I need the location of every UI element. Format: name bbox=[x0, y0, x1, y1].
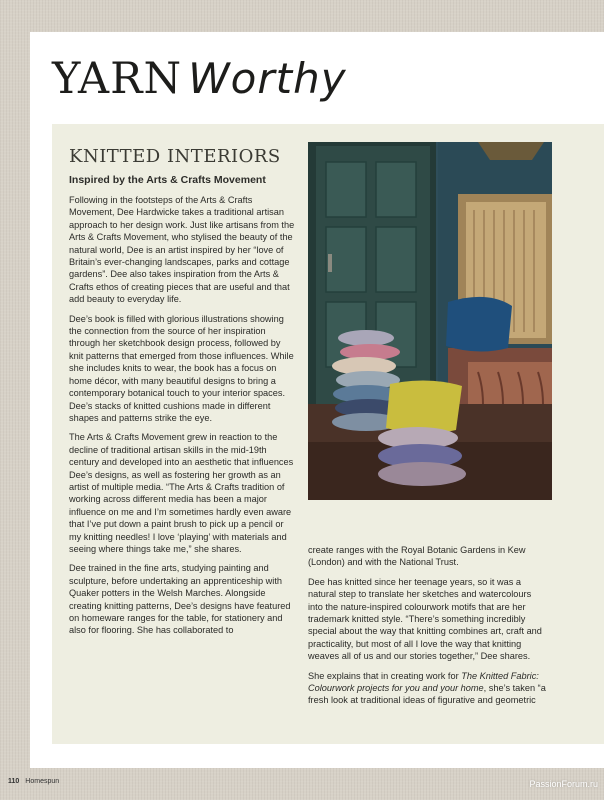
section-title-worthy: Worthy bbox=[188, 54, 347, 103]
paragraph: Dee has knitted since her teenage years, so it was a natural step to translate her sketches and watercolours into the nature-inspired colourwork motifs that are her trademark knitted style. “There’s something incredibly special about the way that knitting combines art, craft and practicality, but most of all I love the way that knitting weaves all of us and our stories together,” Dee shares. bbox=[308, 576, 542, 662]
photo-illustration bbox=[308, 142, 552, 500]
paragraph: The Arts & Crafts Movement grew in reaction to the decline of traditional artisan skills in the mid-19th century and developed into an aesthetic that influences Dee’s designs, as well as fostering her growth as an artist of multiple media. “The Arts & Crafts tradition of working across different media has been a major influence on me and I’m sometimes hardly even aware that I’ve put down a paint brush to pick up a pencil or my knitting needles! I love ‘playing’ with materials and seeing where things take me,” she shares. bbox=[69, 432, 294, 554]
paragraph: Following in the footsteps of the Arts & Crafts Movement, Dee Hardwicke takes a traditional artisan approach to her design work. Just like artisans from the Arts & Crafts Movement, who stylised the beauty of the natural world, Dee is an artist inspired by her “love of Britain’s ever-changing landscapes, parks and cottage gardens”. Dee also takes inspiration from the Arts & Crafts ethos of creating pieces that are useful and that add beauty to everyday life. bbox=[69, 195, 295, 305]
paragraph: create ranges with the Royal Botanic Gardens in Kew (London) and with the National Trust. bbox=[308, 545, 526, 568]
left-column bbox=[69, 194, 297, 644]
article-panel bbox=[52, 124, 604, 744]
page-number: 110 bbox=[8, 778, 20, 785]
watermark: PassionForum.ru bbox=[529, 779, 598, 789]
article-title: KNITTED INTERIORS bbox=[69, 146, 281, 167]
interior-photo bbox=[308, 142, 552, 500]
page-footer bbox=[8, 778, 59, 785]
paragraph bbox=[308, 670, 548, 707]
paragraph-text: She explains that in creating work for bbox=[308, 670, 462, 681]
paragraph-text: , she’s taken “a fresh look at traditional ideas of figurative and geometric bbox=[308, 683, 546, 706]
paragraph: Dee’s book is filled with glorious illustrations showing the connection from the source of her inspiration through her sketchbook design process, followed by knit patterns that emerged from those influences. While she includes knits to wear, the book has a focus on home décor, with many beautiful designs to bring a contemporary botanical touch to your interior spaces. Dee’s stacks of knitted cushions made in different shapes and patterns strike the eye. bbox=[69, 313, 294, 423]
magazine-page bbox=[30, 32, 604, 768]
magazine-name: Homespun bbox=[25, 778, 60, 785]
right-column bbox=[308, 544, 548, 714]
section-title bbox=[52, 54, 347, 114]
paragraph: Dee trained in the fine arts, studying painting and sculpture, before undertaking an apprenticeship with Quaker potters in the Welsh Marches. Alongside creating knitting patterns, Dee’s designs have featured on homeware ranges for the table, for stationery and also for flooring. She has collaborated to bbox=[69, 563, 291, 636]
book-title: The Knitted Fabric: Colourwork projects for you and your home bbox=[308, 670, 539, 694]
article-subtitle: Inspired by the Arts & Crafts Movement bbox=[69, 174, 266, 186]
section-title-yarn: YARN bbox=[52, 54, 183, 104]
